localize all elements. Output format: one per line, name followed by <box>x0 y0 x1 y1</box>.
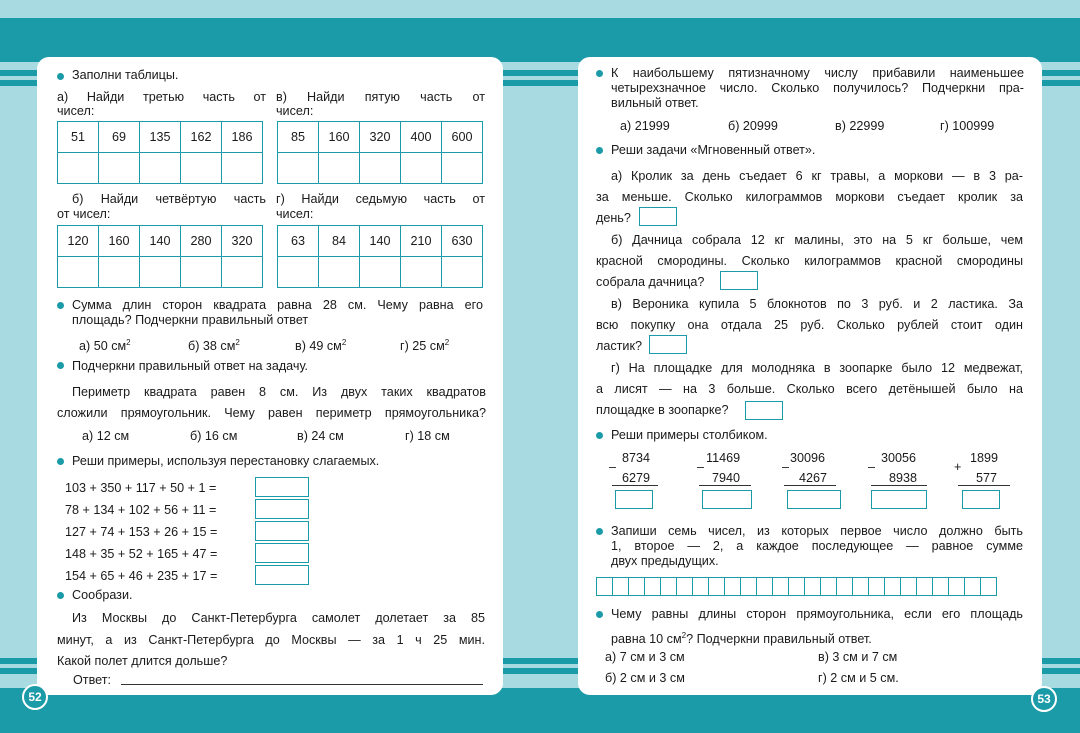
answer-cell[interactable] <box>99 257 140 288</box>
square-option[interactable]: б) 38 $см^2$ <box>188 338 240 354</box>
tables-title: Заполни таблицы. <box>72 68 179 82</box>
number-cell[interactable] <box>676 577 693 596</box>
number-cell[interactable] <box>644 577 661 596</box>
answer-cell[interactable] <box>360 257 401 288</box>
rectangle-problem: равна 10 $см^2$? Подчеркни правильный ответ. <box>611 631 872 647</box>
number-cells[interactable] <box>596 577 996 596</box>
table-v: 85 160 320 400 600 <box>277 121 483 184</box>
table-a: 51 69 135 162 186 <box>57 121 263 184</box>
square-option[interactable]: г) 25 $см^2$ <box>400 338 450 354</box>
flight-problem: Из Москвы до Санкт-Петербурга самолет долетает за 85 <box>72 611 485 625</box>
number-cell[interactable] <box>948 577 965 596</box>
rabbit-problem: за меньше. Сколько килограммов моркови съедает кролик за <box>596 190 1023 204</box>
sum-expression: 154 + 65 + 46 + 235 + 17 = <box>65 569 218 583</box>
answer-cell[interactable] <box>181 257 222 288</box>
answer-cell[interactable] <box>278 257 319 288</box>
perimeter-problem: Периметр квадрата равен 8 см. Из двух таких квадратов <box>72 385 486 399</box>
answer-box[interactable] <box>615 490 653 509</box>
flight-problem: Какой полет длится дольше? <box>57 654 228 668</box>
answer-box[interactable] <box>255 477 309 497</box>
square-option[interactable]: в) 49 $см^2$ <box>295 338 347 354</box>
task-a-text: чисел: <box>57 104 95 118</box>
number-cell[interactable] <box>916 577 933 596</box>
number-cell[interactable] <box>772 577 789 596</box>
bullet-icon <box>57 73 64 80</box>
sum-expression: 103 + 350 + 117 + 50 + 1 = <box>65 481 217 495</box>
bullet-icon <box>57 592 64 599</box>
number-cell[interactable] <box>804 577 821 596</box>
veronika-problem: ластик? <box>596 339 642 353</box>
task-g-text: г) Найди седьмую часть от <box>276 192 485 206</box>
number-cell[interactable] <box>740 577 757 596</box>
number-cell[interactable] <box>788 577 805 596</box>
five-digit-option[interactable]: в) 22999 <box>835 119 885 133</box>
answer-box[interactable] <box>787 490 841 509</box>
veronika-problem: всю покупку она отдала 25 руб. Сколько рублей стоит один <box>596 318 1023 332</box>
sum-expression: 78 + 134 + 102 + 56 + 11 = <box>65 503 217 517</box>
bullet-icon <box>596 70 603 77</box>
answer-box[interactable] <box>745 401 783 420</box>
five-digit-problem: К наибольшему пятизначному числу прибавили наименьшее <box>611 66 1024 80</box>
seven-numbers-task: двух предыдущих. <box>611 554 719 568</box>
rectangle-problem: Чему равны длины сторон прямоугольника, если его площадь <box>611 607 1023 621</box>
gardener-problem: красной смородины. Сколько килограммов красной смородины <box>596 254 1023 268</box>
number-cell[interactable] <box>868 577 885 596</box>
number-cell[interactable] <box>964 577 981 596</box>
gardener-problem: собрала дачница? <box>596 275 705 289</box>
zoo-problem: площадке в зоопарке? <box>596 403 729 417</box>
answer-cell[interactable] <box>319 257 360 288</box>
bullet-icon <box>596 528 603 535</box>
answer-cell[interactable] <box>442 257 483 288</box>
bullet-icon <box>596 147 603 154</box>
top-band <box>0 0 1080 62</box>
sums-title: Реши примеры, используя перестановку слагаемых. <box>72 454 380 468</box>
answer-cell[interactable] <box>58 257 99 288</box>
task-g-text: чисел: <box>276 207 314 221</box>
rectangle-option[interactable]: в) 3 см и 7 см <box>818 650 898 664</box>
answer-cell[interactable] <box>140 257 181 288</box>
number-cell[interactable] <box>980 577 997 596</box>
sum-expression: 148 + 35 + 52 + 165 + 47 = <box>65 547 218 561</box>
answer-cell[interactable] <box>99 153 140 184</box>
number-cell[interactable] <box>932 577 949 596</box>
task-v-text: в) Найди пятую часть от <box>276 90 485 104</box>
instant-title: Реши задачи «Мгновенный ответ». <box>611 143 816 157</box>
answer-cell[interactable] <box>140 153 181 184</box>
answer-cell[interactable] <box>401 257 442 288</box>
table-b: 120 160 140 280 320 <box>57 225 263 288</box>
answer-box[interactable] <box>720 271 758 290</box>
number-cell[interactable] <box>756 577 773 596</box>
rectangle-option[interactable]: б) 2 см и 3 см <box>605 671 685 685</box>
bullet-icon <box>57 458 64 465</box>
answer-cell[interactable] <box>222 257 263 288</box>
number-cell[interactable] <box>820 577 837 596</box>
answer-box[interactable] <box>702 490 752 509</box>
task-a-text: а) Найди третью часть от <box>57 90 266 104</box>
square-question: Сумма длин сторон квадрата равна 28 см. Чему равна его <box>72 298 483 312</box>
seven-numbers-task: 1, второе — 2, а каждое последующее — равное сумме <box>611 539 1023 553</box>
five-digit-option[interactable]: г) 100999 <box>940 119 995 133</box>
rabbit-problem: а) Кролик за день съедает 6 кг травы, а моркови — в 3 ра- <box>611 169 1023 183</box>
square-question: площадь? Подчеркни правильный ответ <box>72 313 309 327</box>
task-v-text: чисел: <box>276 104 314 118</box>
zoo-problem: а лисят — на 3 больше. Сколько всего детёнышей было на <box>596 382 1023 396</box>
number-cell[interactable] <box>900 577 917 596</box>
gardener-problem: б) Дачница собрала 12 кг малины, это на 5 кг больше, чем <box>611 233 1023 247</box>
answer-box[interactable] <box>639 207 677 226</box>
bullet-icon <box>596 432 603 439</box>
number-cell[interactable] <box>836 577 853 596</box>
answer-cell[interactable] <box>181 153 222 184</box>
number-cell[interactable] <box>724 577 741 596</box>
seven-numbers-task: Запиши семь чисел, из которых первое число должно быть <box>611 524 1023 538</box>
number-cell[interactable] <box>660 577 677 596</box>
perimeter-option[interactable]: г) 18 см <box>405 429 450 443</box>
rabbit-problem: день? <box>596 211 631 225</box>
rectangle-option[interactable]: а) 7 см и 3 см <box>605 650 685 664</box>
underline-title: Подчеркни правильный ответ на задачу. <box>72 359 309 373</box>
number-cell[interactable] <box>596 577 613 596</box>
task-b-text: б) Найди четвёртую часть <box>72 192 266 206</box>
perimeter-option[interactable]: б) 16 см <box>190 429 238 443</box>
answer-cell[interactable] <box>222 153 263 184</box>
five-digit-problem: четырехзначное число. Сколько получилось? Подчеркни пра- <box>611 81 1024 95</box>
answer-box[interactable] <box>255 543 309 563</box>
right-page: К наибольшему пятизначному числу прибавили наименьшее четырехзначное число. Сколько получилось? Подчеркни пра- вильный ответ. а) 21999 б) 20999 в) 22999 г) 100999 Реши задачи «Мгновенный ответ». а) Кролик за день съедает 6 кг травы, а моркови — в 3 ра- за меньше. Сколько килограммов моркови съедает кролик за день? б) Дачница собрала 12 кг малины, это на 5 кг больше, чем красной смородины. Сколько килограммов красной смородины собрала дачница? в) Вероника купила 5 блокнотов по 3 руб. и 2 ластика. За всю покупку она отдала 25 руб. Сколько рублей стоит один ластик? г) На площадке для молодняка в зоопарке было 12 медвежат, а лисят — на 3 больше. Сколько всего детёнышей было на площадке в зоопарке? Реши примеры столбиком. 8734 – 6279 11469 – 7940 30096 – 4267 30056 – 8938 1899 + 577 Запиши семь чисел, из которых первое число должно быть 1, второе — 2, а каждое последующее — равное сумме двух предыдущих. Чему равны длины сторон прямоугольника, если его площадь равна 10 $см^2$? Подчеркни правильный ответ. а) 7 см и 3 см в) 3 см и 7 см б) 2 см и 3 см г) 2 см и 5 см. <box>578 57 1042 695</box>
number-cell[interactable] <box>692 577 709 596</box>
table-g: 63 84 140 210 630 <box>277 225 483 288</box>
number-cell[interactable] <box>612 577 629 596</box>
bullet-icon <box>596 611 603 618</box>
answer-cell[interactable] <box>319 153 360 184</box>
think-title: Сообрази. <box>72 588 133 602</box>
answer-box[interactable] <box>255 499 309 519</box>
answer-cell[interactable] <box>401 153 442 184</box>
sum-expression: 127 + 74 + 153 + 26 + 15 = <box>65 525 218 539</box>
answer-box[interactable] <box>255 565 309 585</box>
five-digit-option[interactable]: а) 21999 <box>620 119 670 133</box>
perimeter-option[interactable]: а) 12 см <box>82 429 130 443</box>
answer-line[interactable] <box>121 684 483 685</box>
rectangle-option[interactable]: г) 2 см и 5 см. <box>818 671 899 685</box>
veronika-problem: в) Вероника купила 5 блокнотов по 3 руб. и 2 ластика. За <box>611 297 1023 311</box>
page-number: 52 <box>22 684 48 710</box>
answer-cell[interactable] <box>58 153 99 184</box>
answer-label: Ответ: <box>73 673 111 687</box>
answer-box[interactable] <box>255 521 309 541</box>
answer-cell[interactable] <box>360 153 401 184</box>
perimeter-option[interactable]: в) 24 см <box>297 429 344 443</box>
task-b-text: от чисел: <box>57 207 111 221</box>
five-digit-problem: вильный ответ. <box>611 96 699 110</box>
five-digit-option[interactable]: б) 20999 <box>728 119 778 133</box>
column-title: Реши примеры столбиком. <box>611 428 768 442</box>
number-cell[interactable] <box>852 577 869 596</box>
number-cell[interactable] <box>628 577 645 596</box>
number-cell[interactable] <box>884 577 901 596</box>
answer-box[interactable] <box>871 490 927 509</box>
page-number: 53 <box>1031 686 1057 712</box>
answer-box[interactable] <box>649 335 687 354</box>
answer-box[interactable] <box>962 490 1000 509</box>
bullet-icon <box>57 302 64 309</box>
answer-cell[interactable] <box>442 153 483 184</box>
zoo-problem: г) На площадке для молодняка в зоопарке было 12 медвежат, <box>611 361 1023 375</box>
bullet-icon <box>57 362 64 369</box>
number-cell[interactable] <box>708 577 725 596</box>
flight-problem: минут, а из Санкт-Петербурга до Москвы — за 1 ч 25 мин. <box>57 633 485 647</box>
perimeter-problem: сложили прямоугольник. Чему равен периметр прямоугольника? <box>57 406 486 420</box>
left-page <box>37 57 503 695</box>
square-option[interactable]: а) 50 $см^2$ <box>79 338 131 354</box>
answer-cell[interactable] <box>278 153 319 184</box>
